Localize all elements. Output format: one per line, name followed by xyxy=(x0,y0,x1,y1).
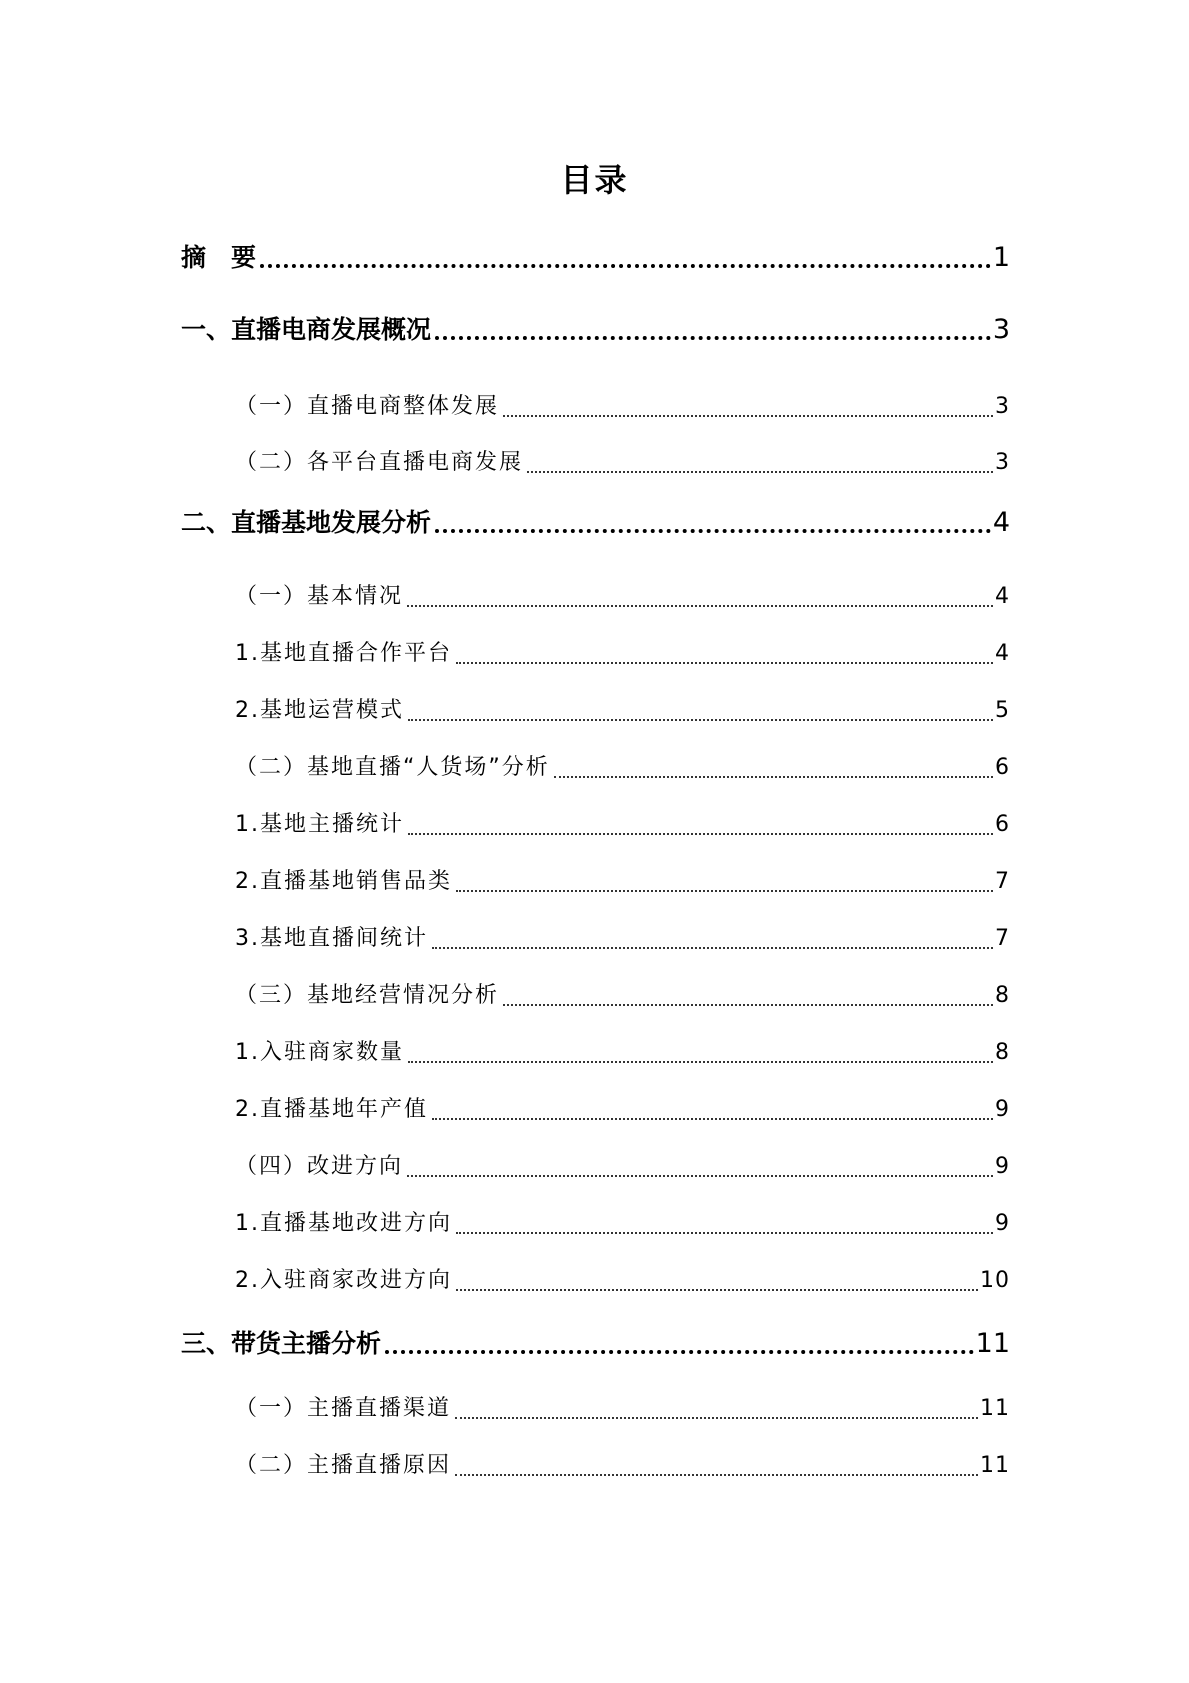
toc-entry-page-number: 9 xyxy=(995,1097,1010,1122)
dot-leader xyxy=(407,1175,993,1177)
toc-entry-label: 2.入驻商家改进方向 xyxy=(235,1268,452,1293)
toc-entry-page-number: 8 xyxy=(995,983,1010,1008)
toc-entry-label: 2.直播基地销售品类 xyxy=(235,869,452,894)
toc-entry-label: （二）主播直播原因 xyxy=(235,1453,452,1478)
toc-entry[interactable] xyxy=(181,1328,1010,1360)
dot-leader xyxy=(407,605,993,607)
toc-entry-label: （二）各平台直播电商发展 xyxy=(235,450,524,475)
toc-entry-label: （三）基地经营情况分析 xyxy=(235,983,500,1008)
toc-entry-page-number: 6 xyxy=(995,755,1010,780)
dot-leader xyxy=(435,529,991,533)
toc-entry[interactable] xyxy=(235,1394,1010,1424)
toc-entry-label: 1.直播基地改进方向 xyxy=(235,1211,452,1236)
toc-entry-label: 1.基地主播统计 xyxy=(235,812,404,837)
toc-entry[interactable] xyxy=(181,242,1010,274)
dot-leader xyxy=(455,1417,978,1419)
dot-leader xyxy=(456,1232,993,1234)
toc-entry-page-number: 6 xyxy=(995,812,1010,837)
toc-entry-page-number: 9 xyxy=(995,1154,1010,1179)
toc-entry-label: 1.基地直播合作平台 xyxy=(235,641,452,666)
dot-leader xyxy=(503,415,993,417)
toc-entry[interactable] xyxy=(235,867,1010,897)
toc-entry[interactable] xyxy=(235,696,1010,726)
toc-entry-page-number: 7 xyxy=(995,926,1010,951)
dot-leader xyxy=(260,264,991,268)
toc-entry-label: 2.基地运营模式 xyxy=(235,698,404,723)
toc-entry-label: 一、直播电商发展概况 xyxy=(181,315,432,344)
dot-leader xyxy=(435,336,991,340)
toc-entry[interactable] xyxy=(235,1209,1010,1239)
toc-entry[interactable] xyxy=(235,753,1010,783)
toc-entry[interactable] xyxy=(235,1038,1010,1068)
toc-entry-label: 三、带货主播分析 xyxy=(181,1329,382,1358)
toc-entry-page-number: 4 xyxy=(995,641,1010,666)
toc-entry-page-number: 3 xyxy=(995,394,1010,419)
dot-leader xyxy=(408,1061,993,1063)
toc-entry-page-number: 8 xyxy=(995,1040,1010,1065)
dot-leader xyxy=(385,1350,974,1354)
page-title: 目录 xyxy=(560,161,629,199)
toc-entry-page-number: 11 xyxy=(975,1328,1010,1359)
dot-leader xyxy=(503,1004,993,1006)
toc-entry-label: （一）主播直播渠道 xyxy=(235,1396,452,1421)
toc-entry-label: 摘 要 xyxy=(181,243,257,272)
toc-entry[interactable] xyxy=(235,448,1010,478)
toc-entry[interactable] xyxy=(235,1451,1010,1481)
toc-entry-label: 3.基地直播间统计 xyxy=(235,926,428,951)
toc-entry-page-number: 1 xyxy=(992,242,1010,273)
dot-leader xyxy=(432,1118,993,1120)
toc-entry-page-number: 3 xyxy=(995,450,1010,475)
toc-entry[interactable] xyxy=(235,582,1010,612)
toc-entry-page-number: 11 xyxy=(980,1396,1010,1421)
toc-entry-page-number: 9 xyxy=(995,1211,1010,1236)
toc-entry[interactable] xyxy=(235,1152,1010,1182)
toc-entry-label: 2.直播基地年产值 xyxy=(235,1097,428,1122)
toc-entry-label: （四）改进方向 xyxy=(235,1154,404,1179)
toc-entry[interactable] xyxy=(235,392,1010,422)
toc-entry[interactable] xyxy=(235,1266,1010,1296)
toc-entry[interactable] xyxy=(181,314,1010,346)
dot-leader xyxy=(456,1289,978,1291)
dot-leader xyxy=(432,947,993,949)
dot-leader xyxy=(456,890,993,892)
toc-entry[interactable] xyxy=(235,1095,1010,1125)
toc-entry-label: 1.入驻商家数量 xyxy=(235,1040,404,1065)
toc-entry-page-number: 11 xyxy=(980,1453,1010,1478)
toc-entry[interactable] xyxy=(235,639,1010,669)
toc-entry-page-number: 10 xyxy=(980,1268,1010,1293)
dot-leader xyxy=(455,1474,978,1476)
toc-entry[interactable] xyxy=(235,981,1010,1011)
dot-leader xyxy=(408,719,993,721)
toc-entry-label: （一）基本情况 xyxy=(235,584,404,609)
toc-entry-label: 二、直播基地发展分析 xyxy=(181,508,432,537)
toc-entry-label: （一）直播电商整体发展 xyxy=(235,394,500,419)
toc-entry-page-number: 7 xyxy=(995,869,1010,894)
toc-entry-page-number: 3 xyxy=(992,314,1010,345)
toc-entry[interactable] xyxy=(235,810,1010,840)
toc-entry-page-number: 4 xyxy=(995,584,1010,609)
dot-leader xyxy=(554,776,993,778)
dot-leader xyxy=(456,662,993,664)
toc-entry-page-number: 4 xyxy=(992,507,1010,538)
toc-entry-label: （二）基地直播“人货场”分析 xyxy=(235,755,550,780)
dot-leader xyxy=(408,833,993,835)
dot-leader xyxy=(527,471,993,473)
toc-entry[interactable] xyxy=(181,507,1010,539)
toc-entry[interactable] xyxy=(235,924,1010,954)
toc-entry-page-number: 5 xyxy=(995,698,1010,723)
